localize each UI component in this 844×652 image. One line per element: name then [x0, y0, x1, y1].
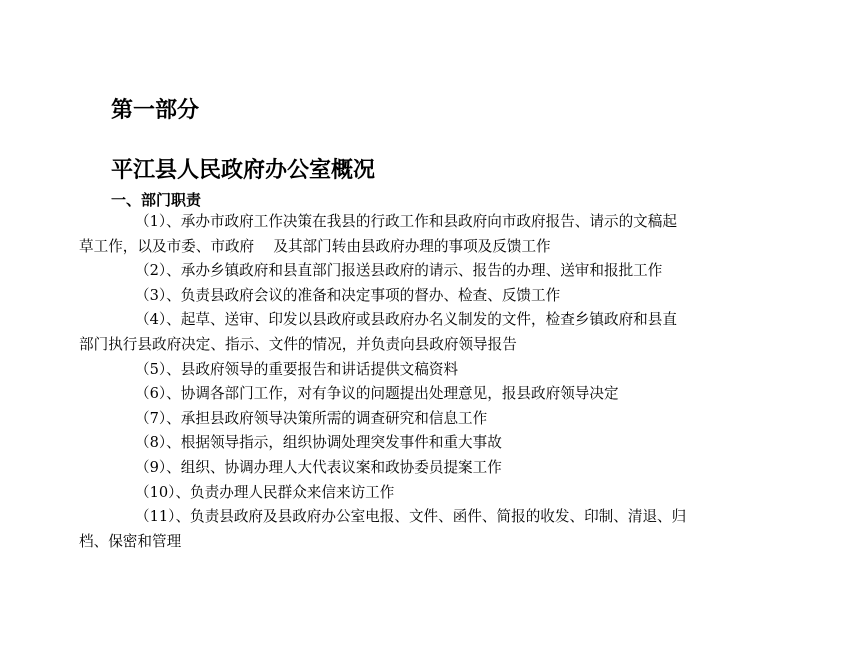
duty-item-11-line-2: 档、保密和管理: [79, 532, 182, 550]
duty-item-5: [79, 358, 779, 383]
duty-item-6-line-1: （6）、协调各部门工作，对有争议的问题提出处理意见，报县政府领导决定: [135, 385, 619, 403]
duty-list: [79, 210, 779, 554]
duty-item-1: [79, 210, 779, 259]
duty-item-3-line-1: （3）、负责县政府会议的准备和决定事项的督办、检查、反馈工作: [135, 286, 561, 304]
duty-item-6: [79, 382, 779, 407]
duty-item-1-line-1: （1）、承办市政府工作决策在我县的行政工作和县政府向市政府报告、请示的文稿起: [135, 213, 677, 230]
duty-item-2: [79, 259, 779, 284]
section-title: 一、部门职责: [111, 191, 202, 209]
duty-item-8: [79, 431, 779, 456]
duty-item-8-line-1: （8）、根据领导指示，组织协调处理突发事件和重大事故: [135, 434, 502, 452]
duty-item-4-line-2: 部门执行县政府决定、指示、文件的情况，并负责向县政府领导报告: [79, 335, 517, 353]
duty-item-1-line-2: 草工作，以及市委、市政府 及其部门转由县政府办理的事项及反馈工作: [79, 237, 551, 255]
duty-item-4: [79, 308, 779, 357]
duty-item-7: [79, 407, 779, 432]
duty-item-10: [79, 481, 779, 506]
duty-item-5-line-1: （5）、县政府领导的重要报告和讲话提供文稿资料: [135, 360, 459, 378]
part-title: 第一部分: [111, 98, 200, 123]
duty-item-9-line-1: （9）、组织、协调办理人大代表议案和政协委员提案工作: [135, 458, 502, 476]
duty-item-3: [79, 284, 779, 309]
duty-item-11-line-1: （11）、负责县政府及县政府办公室电报、文件、函件、简报的收发、印制、清退、归: [135, 508, 687, 526]
office-title: 平江县人民政府办公室概况: [111, 158, 376, 183]
duty-item-2-line-1: （2）、承办乡镇政府和县直部门报送县政府的请示、报告的办理、送审和报批工作: [135, 262, 663, 280]
duty-item-11: [79, 505, 779, 554]
duty-item-4-line-1: （4）、起草、送审、印发以县政府或县政府办名义制发的文件，检查乡镇政府和县直: [135, 311, 677, 329]
duty-item-10-line-1: （10）、负责办理人民群众来信来访工作: [135, 483, 395, 501]
duty-item-7-line-1: （7）、承担县政府领导决策所需的调查研究和信息工作: [135, 409, 488, 427]
duty-item-9: [79, 456, 779, 481]
